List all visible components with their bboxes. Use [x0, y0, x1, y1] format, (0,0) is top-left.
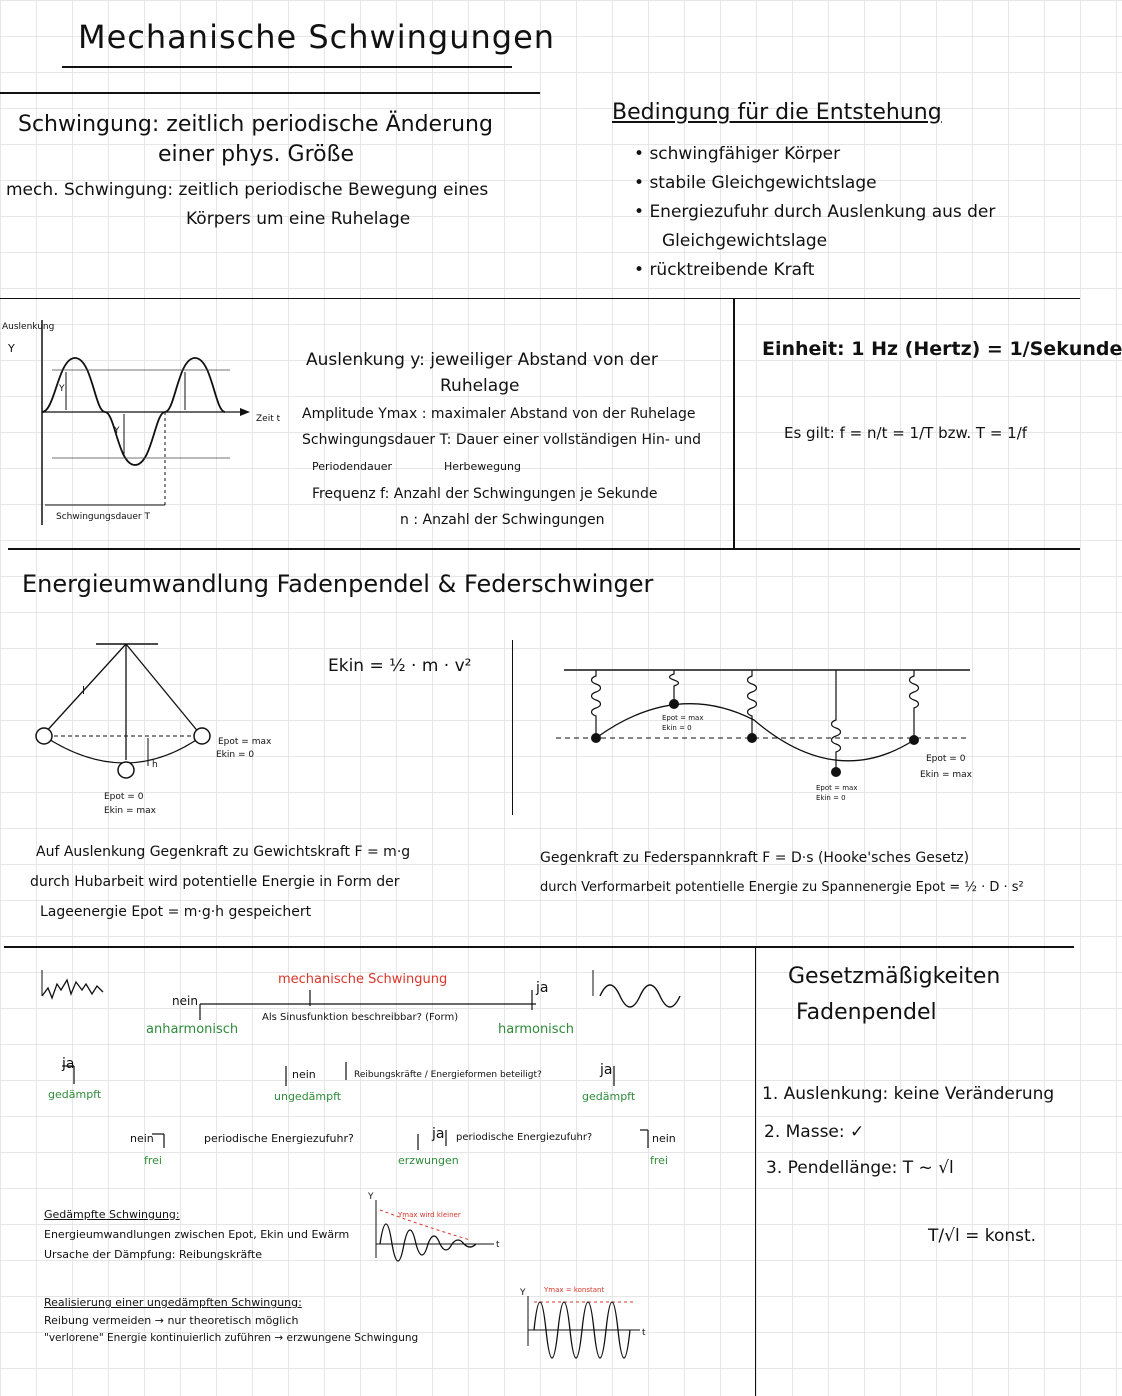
realisierung-line-2: "verlorene" Energie kontinuierlich zuführen → erzwungene Schwingung: [44, 1332, 419, 1344]
laws-title-2: Fadenpendel: [796, 1000, 937, 1025]
energy-title: Energieumwandlung Fadenpendel & Federschwinger: [22, 570, 654, 598]
energy-divider: [512, 640, 513, 815]
unit-es-gilt: Es gilt: f = n/t = 1/T bzw. T = 1/f: [784, 424, 1028, 442]
pendel-text-2: durch Hubarbeit wird potentielle Energie in Form der: [30, 874, 400, 890]
laws-item-1: 1. Auslenkung: keine Veränderung: [762, 1084, 1055, 1104]
laws-title-1: Gesetzmäßigkeiten: [788, 964, 1001, 989]
title-underline: [62, 66, 512, 68]
feder-text-2: durch Verformarbeit potentielle Energie zu Spannenergie Epot = ½ · D · s²: [540, 880, 1024, 895]
gedaempfte-title: Gedämpfte Schwingung:: [44, 1208, 180, 1221]
tree-frei-right: frei: [650, 1154, 668, 1167]
dauer-def-2b: Herbewegung: [444, 460, 521, 473]
dauer-def-2a: Periodendauer: [312, 460, 393, 473]
condition-item: • Energiezufuhr durch Auslenkung aus der: [634, 202, 996, 222]
schwingung-def-line2: einer phys. Größe: [158, 142, 355, 167]
tree-root: mechanische Schwingung: [278, 972, 448, 987]
feder-right-epot: Epot = 0: [926, 754, 966, 764]
tree-axis-t1: t: [496, 1240, 500, 1250]
condition-item-cont: Gleichgewichtslage: [662, 231, 828, 251]
conditions-list: [634, 140, 995, 285]
tree-gedaempft-right: gedämpft: [582, 1090, 636, 1103]
condition-item: • schwingfähiger Körper: [634, 144, 841, 164]
tree-ja-3: ja: [432, 1126, 445, 1142]
feder-text-1: Gegenkraft zu Federspannkraft F = D·s (Hooke'sches Gesetz): [540, 850, 970, 866]
pendel-h-label: h: [152, 760, 158, 770]
pendel-ekin-zero: Ekin = 0: [216, 750, 255, 760]
laws-item-2: 2. Masse: ✓: [764, 1122, 865, 1142]
tree-gedaempft-left: gedämpft: [48, 1088, 102, 1101]
tree-erzwungen: erzwungen: [398, 1154, 459, 1167]
section-divider-energy: [8, 548, 1080, 550]
tree-nein-3: nein: [130, 1132, 154, 1145]
time-label: Zeit t: [256, 414, 281, 424]
gedaempfte-line-2: Ursache der Dämpfung: Reibungskräfte: [44, 1248, 263, 1261]
tree-nein-1: nein: [172, 994, 198, 1008]
feder-low-epot: Epot = max: [816, 784, 858, 792]
tree-ja-2: ja: [600, 1062, 613, 1078]
tree-nein-4: nein: [652, 1132, 676, 1145]
unit-einheit: Einheit: 1 Hz (Hertz) = 1/Sekunde: [762, 338, 1122, 360]
laws-item-3: 3. Pendellänge: T ~ √l: [766, 1158, 954, 1178]
pendel-epot-max: Epot = max: [218, 737, 272, 747]
conditions-title: Bedingung für die Entstehung: [612, 100, 942, 125]
condition-item: • rücktreibende Kraft: [634, 260, 815, 280]
spring-diagram: [556, 660, 976, 810]
tree-axis-y2: Y: [520, 1288, 526, 1298]
laws-formula: T/√l = konst.: [928, 1226, 1037, 1246]
y-max-label: Y: [59, 384, 65, 394]
y-label: Y: [114, 426, 120, 436]
ekin-formula: Ekin = ½ · m · v²: [328, 656, 472, 676]
tree-question-1: Als Sinusfunktion beschreibbar? (Form): [262, 1012, 459, 1023]
tree-ja-left: ja: [62, 1056, 75, 1072]
laws-divider: [755, 946, 756, 1396]
tree-ja-1: ja: [536, 980, 549, 996]
section-divider-tree: [4, 946, 1074, 948]
period-label: Schwingungsdauer T: [56, 512, 150, 522]
tree-question-4: periodische Energiezufuhr?: [456, 1132, 593, 1143]
mech-def-line1: mech. Schwingung: zeitlich periodische Bewegung eines: [6, 180, 489, 200]
tree-ungedaempft: ungedämpft: [274, 1090, 342, 1103]
schwingung-def-line1: Schwingung: zeitlich periodische Änderung: [18, 112, 493, 137]
gedaempfte-line-1: Energieumwandlungen zwischen Epot, Ekin und Ewärm: [44, 1228, 350, 1241]
unit-box-divider: [733, 298, 735, 548]
section-divider-wave: [0, 298, 1080, 299]
pendulum-diagram: [0, 638, 300, 798]
page-title: Mechanische Schwingungen: [78, 18, 556, 56]
amplitude-def: Amplitude Ymax : maximaler Abstand von der Ruhelage: [302, 406, 696, 422]
feder-low-ekin: Ekin = 0: [816, 794, 846, 802]
pendel-text-3: Lageenergie Epot = m·g·h gespeichert: [40, 904, 312, 920]
auslenkung-def-2: Ruhelage: [440, 376, 520, 396]
feder-mid-ekin: Ekin = 0: [662, 724, 692, 732]
tree-harmonisch: harmonisch: [498, 1022, 574, 1037]
axis-y: Y: [8, 342, 15, 355]
tree-ymax-kleiner: Ymax wird kleiner: [398, 1211, 461, 1219]
frequenz-def-1: Frequenz f: Anzahl der Schwingungen je Sekunde: [312, 486, 658, 502]
condition-item: • stabile Gleichgewichtslage: [634, 173, 877, 193]
tree-axis-t2: t: [642, 1328, 646, 1338]
realisierung-title: Realisierung einer ungedämpften Schwingung:: [44, 1296, 302, 1309]
realisierung-line-1: Reibung vermeiden → nur theoretisch möglich: [44, 1314, 299, 1327]
axis-y-label: Auslenkung: [2, 322, 55, 332]
feder-mid-epot: Epot = max: [662, 714, 704, 722]
mech-def-line2: Körpers um eine Ruhelage: [186, 209, 411, 229]
dauer-def-1: Schwingungsdauer T: Dauer einer vollständigen Hin- und: [302, 432, 701, 448]
tree-axis-y1: Y: [368, 1192, 374, 1202]
pendel-text-1: Auf Auslenkung Gegenkraft zu Gewichtskraft F = m·g: [36, 844, 411, 860]
section-divider-top: [0, 92, 540, 94]
tree-ymax-konstant: Ymax = konstant: [544, 1286, 605, 1294]
auslenkung-def-1: Auslenkung y: jeweiliger Abstand von der: [306, 350, 658, 370]
tree-question-2: Reibungskräfte / Energieformen beteiligt?: [354, 1070, 542, 1080]
pendel-epot-zero: Epot = 0: [104, 792, 144, 802]
tree-frei-left: frei: [144, 1154, 162, 1167]
feder-right-ekin: Ekin = max: [920, 770, 972, 780]
pendel-l-label: l: [82, 684, 86, 697]
tree-question-3: periodische Energiezufuhr?: [204, 1132, 354, 1145]
tree-nein-2: nein: [292, 1068, 316, 1081]
frequenz-def-2: n : Anzahl der Schwingungen: [400, 512, 605, 528]
tree-anharmonisch: anharmonisch: [146, 1022, 239, 1037]
pendel-ekin-max: Ekin = max: [104, 806, 156, 816]
